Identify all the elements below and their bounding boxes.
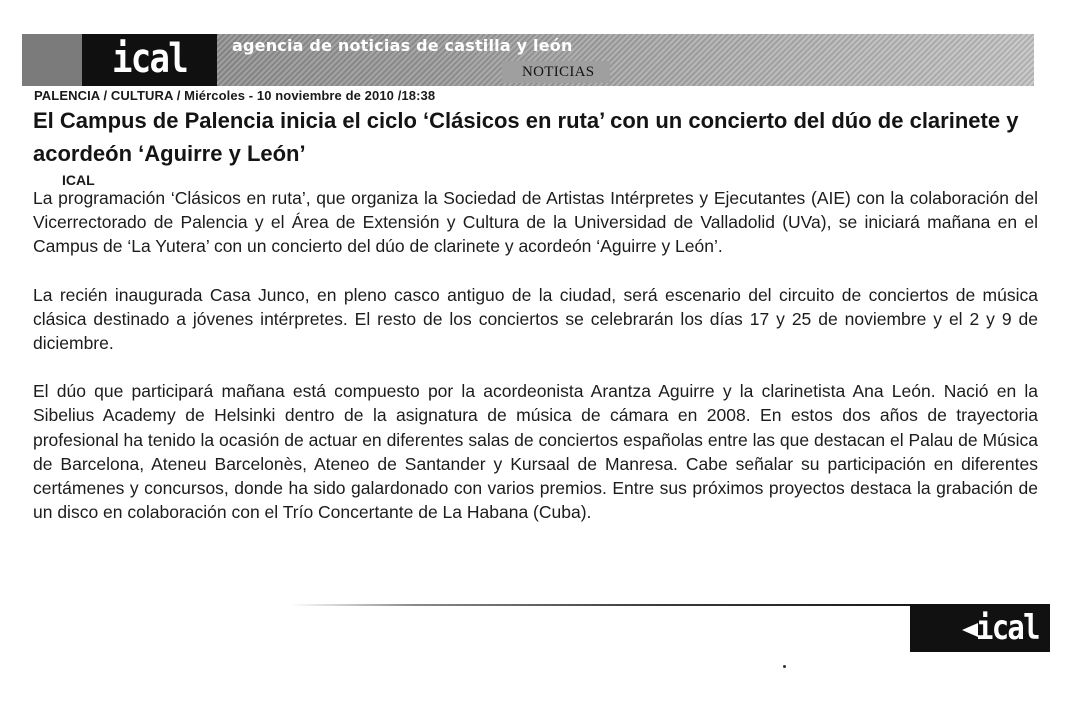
footer-ical-logo	[910, 604, 1050, 652]
dateline: PALENCIA / CULTURA / Miércoles - 10 noviembre de 2010 /18:38	[34, 88, 436, 103]
article-body	[33, 186, 1038, 548]
banner-tagline: agencia de noticias de castilla y león	[232, 36, 573, 55]
ical-logo-text: ical	[111, 36, 188, 82]
paragraph: El dúo que participará mañana está compuesto por la acordeonista Arantza Aguirre y la clarinetista Ana León. Nació en la Sibelius Academy de Helsinki dentro de la asignatura de música de cámara en 2008. En estos dos años de trayectoria profesional ha tenido la ocasión de actuar en diferentes salas de conciertos españolas entre las que destacan el Palau de Música de Barcelona, Ateneu Barcelonès, Ateneo de Santander y Kursaal de Manresa. Cabe señalar su participación en diferentes certámenes y concursos, donde ha sido galardonado con varios premios. Entre sus próximos proyectos destaca la grabación de un disco en colaboración con el Trío Concertante de La Habana (Cuba).	[33, 381, 1038, 523]
footer-logo-text: ical	[976, 608, 1039, 648]
paragraph: La recién inaugurada Casa Junco, en pleno casco antiguo de la ciudad, será escenario del circuito de conciertos de música clásica destinado a jóvenes intérpretes. El resto de los conciertos se celebrarán los días 17 y 25 de noviembre y el 2 y 9 de diciembre.	[33, 284, 1038, 354]
article-headline: El Campus de Palencia inicia el ciclo ‘Clásicos en ruta’ con un concierto del dúo de clarinete y acordeón ‘Aguirre y León’	[33, 108, 1019, 166]
banner-stripe	[22, 34, 82, 86]
byline: ICAL	[62, 172, 95, 188]
paragraph: La programación ‘Clásicos en ruta’, que organiza la Sociedad de Artistas Intérpretes y Ejecutantes (AIE) con la colaboración del Vicerrectorado de Palencia y el Área de Extensión y Cultura de la Universidad de Valladolid (UVa), se iniciará mañana en el Campus de ‘La Yutera’ con un concierto del dúo de clarinete y acordeón ‘Aguirre y León’.	[33, 188, 1038, 257]
footer-divider	[290, 604, 910, 606]
header-banner	[22, 34, 1034, 86]
ical-logo	[82, 34, 217, 86]
section-label: NOTICIAS	[522, 64, 595, 80]
scan-speck	[783, 665, 786, 668]
